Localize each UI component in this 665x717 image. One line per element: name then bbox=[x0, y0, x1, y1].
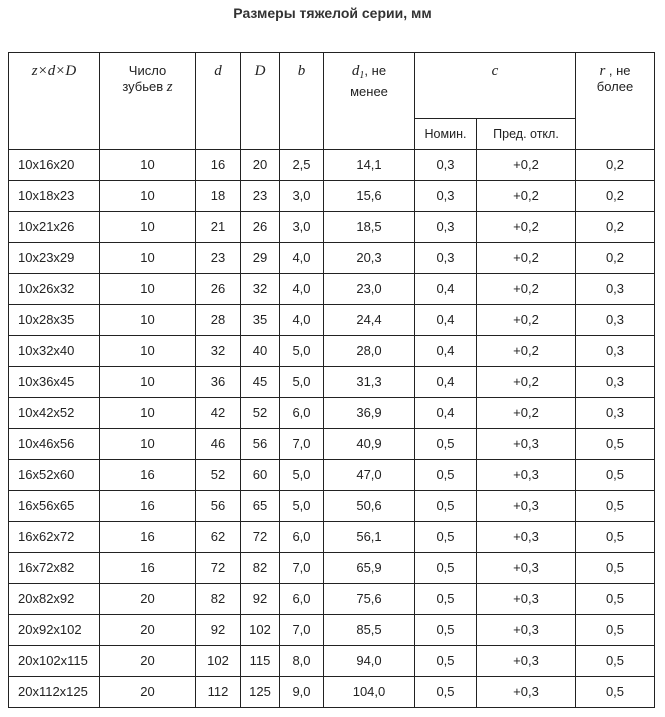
cell-D: 35 bbox=[241, 305, 280, 336]
table-row bbox=[9, 367, 655, 398]
cell-r: 0,2 bbox=[576, 181, 655, 212]
cell-b: 7,0 bbox=[280, 615, 324, 646]
cell-zdD: 10x36x45 bbox=[9, 367, 100, 398]
cell-zdD: 20x102x115 bbox=[9, 646, 100, 677]
cell-teeth: 10 bbox=[100, 181, 196, 212]
cell-c-deviation: +0,2 bbox=[477, 398, 576, 429]
cell-c-deviation: +0,3 bbox=[477, 429, 576, 460]
cell-D: 29 bbox=[241, 243, 280, 274]
cell-c-deviation: +0,2 bbox=[477, 274, 576, 305]
cell-zdD: 10x16x20 bbox=[9, 150, 100, 181]
cell-zdD: 20x112x125 bbox=[9, 677, 100, 708]
cell-zdD: 16x62x72 bbox=[9, 522, 100, 553]
cell-r: 0,2 bbox=[576, 243, 655, 274]
cell-zdD: 10x42x52 bbox=[9, 398, 100, 429]
spline-dimensions-table bbox=[8, 52, 655, 708]
cell-b: 5,0 bbox=[280, 460, 324, 491]
cell-D: 92 bbox=[241, 584, 280, 615]
cell-d1: 75,6 bbox=[324, 584, 415, 615]
cell-D: 45 bbox=[241, 367, 280, 398]
cell-teeth: 10 bbox=[100, 398, 196, 429]
cell-c-nominal: 0,5 bbox=[415, 615, 477, 646]
table-row bbox=[9, 274, 655, 305]
cell-d1: 24,4 bbox=[324, 305, 415, 336]
header-r-line1: r , не bbox=[599, 63, 631, 79]
cell-teeth: 16 bbox=[100, 491, 196, 522]
table-row bbox=[9, 212, 655, 243]
cell-teeth: 20 bbox=[100, 615, 196, 646]
cell-b: 5,0 bbox=[280, 367, 324, 398]
cell-d: 36 bbox=[196, 367, 241, 398]
cell-b: 7,0 bbox=[280, 553, 324, 584]
header-d1-line2: менее bbox=[350, 84, 388, 99]
cell-d: 18 bbox=[196, 181, 241, 212]
cell-c-deviation: +0,2 bbox=[477, 150, 576, 181]
cell-b: 6,0 bbox=[280, 398, 324, 429]
header-d1-line1: $d_1$, не bbox=[351, 63, 387, 81]
cell-b: 5,0 bbox=[280, 491, 324, 522]
cell-teeth: 10 bbox=[100, 243, 196, 274]
cell-b: 6,0 bbox=[280, 584, 324, 615]
table-row bbox=[9, 646, 655, 677]
cell-b: 5,0 bbox=[280, 336, 324, 367]
cell-c-deviation: +0,2 bbox=[477, 212, 576, 243]
cell-c-nominal: 0,5 bbox=[415, 491, 477, 522]
cell-b: 3,0 bbox=[280, 212, 324, 243]
cell-zdD: 10x32x40 bbox=[9, 336, 100, 367]
cell-c-nominal: 0,5 bbox=[415, 460, 477, 491]
cell-D: 26 bbox=[241, 212, 280, 243]
cell-r: 0,5 bbox=[576, 646, 655, 677]
header-r-line2: более bbox=[596, 79, 634, 94]
cell-c-deviation: +0,3 bbox=[477, 615, 576, 646]
cell-c-deviation: +0,3 bbox=[477, 460, 576, 491]
cell-D: 125 bbox=[241, 677, 280, 708]
header-r bbox=[576, 53, 655, 150]
cell-d: 56 bbox=[196, 491, 241, 522]
cell-c-nominal: 0,3 bbox=[415, 181, 477, 212]
cell-teeth: 20 bbox=[100, 584, 196, 615]
table-row bbox=[9, 305, 655, 336]
cell-d1: 65,9 bbox=[324, 553, 415, 584]
cell-d: 46 bbox=[196, 429, 241, 460]
header-teeth-line1: Число bbox=[128, 63, 167, 78]
cell-b: 8,0 bbox=[280, 646, 324, 677]
table-body bbox=[9, 150, 655, 708]
cell-r: 0,2 bbox=[576, 212, 655, 243]
cell-b: 9,0 bbox=[280, 677, 324, 708]
header-teeth-line2: зубьев z bbox=[122, 79, 173, 95]
cell-d1: 104,0 bbox=[324, 677, 415, 708]
cell-d: 72 bbox=[196, 553, 241, 584]
cell-r: 0,5 bbox=[576, 677, 655, 708]
cell-c-nominal: 0,4 bbox=[415, 336, 477, 367]
cell-teeth: 16 bbox=[100, 553, 196, 584]
cell-c-deviation: +0,3 bbox=[477, 553, 576, 584]
cell-teeth: 10 bbox=[100, 150, 196, 181]
table-row bbox=[9, 336, 655, 367]
cell-c-deviation: +0,2 bbox=[477, 181, 576, 212]
cell-teeth: 10 bbox=[100, 305, 196, 336]
cell-D: 32 bbox=[241, 274, 280, 305]
cell-D: 72 bbox=[241, 522, 280, 553]
cell-b: 3,0 bbox=[280, 181, 324, 212]
cell-d1: 20,3 bbox=[324, 243, 415, 274]
cell-teeth: 16 bbox=[100, 460, 196, 491]
cell-d1: 85,5 bbox=[324, 615, 415, 646]
table-row bbox=[9, 398, 655, 429]
cell-teeth: 10 bbox=[100, 336, 196, 367]
table-title: Размеры тяжелой серии, мм bbox=[233, 5, 432, 21]
cell-r: 0,3 bbox=[576, 305, 655, 336]
cell-c-nominal: 0,5 bbox=[415, 429, 477, 460]
cell-zdD: 16x52x60 bbox=[9, 460, 100, 491]
table-row bbox=[9, 615, 655, 646]
cell-zdD: 10x28x35 bbox=[9, 305, 100, 336]
header-d: d bbox=[196, 53, 241, 150]
header-zdD: z×d×D bbox=[9, 53, 100, 150]
cell-D: 23 bbox=[241, 181, 280, 212]
cell-D: 82 bbox=[241, 553, 280, 584]
cell-zdD: 20x92x102 bbox=[9, 615, 100, 646]
table-row bbox=[9, 491, 655, 522]
header-teeth-count bbox=[100, 53, 196, 150]
cell-b: 2,5 bbox=[280, 150, 324, 181]
cell-d1: 18,5 bbox=[324, 212, 415, 243]
header-c: c bbox=[415, 53, 576, 119]
cell-c-nominal: 0,4 bbox=[415, 274, 477, 305]
cell-d: 28 bbox=[196, 305, 241, 336]
table-row bbox=[9, 150, 655, 181]
header-c-deviation: Пред. откл. bbox=[477, 119, 576, 150]
cell-zdD: 16x72x82 bbox=[9, 553, 100, 584]
cell-r: 0,5 bbox=[576, 460, 655, 491]
cell-r: 0,3 bbox=[576, 398, 655, 429]
cell-d: 52 bbox=[196, 460, 241, 491]
table-row bbox=[9, 553, 655, 584]
cell-teeth: 10 bbox=[100, 212, 196, 243]
cell-b: 4,0 bbox=[280, 274, 324, 305]
cell-c-nominal: 0,4 bbox=[415, 305, 477, 336]
cell-c-nominal: 0,3 bbox=[415, 243, 477, 274]
cell-c-deviation: +0,3 bbox=[477, 522, 576, 553]
cell-d: 21 bbox=[196, 212, 241, 243]
cell-zdD: 10x26x32 bbox=[9, 274, 100, 305]
header-d1 bbox=[324, 53, 415, 150]
cell-zdD: 10x23x29 bbox=[9, 243, 100, 274]
cell-c-deviation: +0,2 bbox=[477, 243, 576, 274]
cell-teeth: 20 bbox=[100, 677, 196, 708]
table-row bbox=[9, 181, 655, 212]
cell-D: 65 bbox=[241, 491, 280, 522]
cell-d1: 94,0 bbox=[324, 646, 415, 677]
cell-zdD: 20x82x92 bbox=[9, 584, 100, 615]
table-row bbox=[9, 243, 655, 274]
cell-D: 115 bbox=[241, 646, 280, 677]
cell-d: 42 bbox=[196, 398, 241, 429]
cell-zdD: 10x21x26 bbox=[9, 212, 100, 243]
cell-d: 32 bbox=[196, 336, 241, 367]
table-row bbox=[9, 522, 655, 553]
cell-d1: 40,9 bbox=[324, 429, 415, 460]
cell-r: 0,5 bbox=[576, 429, 655, 460]
cell-r: 0,3 bbox=[576, 336, 655, 367]
cell-c-deviation: +0,2 bbox=[477, 305, 576, 336]
cell-zdD: 16x56x65 bbox=[9, 491, 100, 522]
cell-d1: 23,0 bbox=[324, 274, 415, 305]
cell-D: 60 bbox=[241, 460, 280, 491]
cell-d1: 47,0 bbox=[324, 460, 415, 491]
cell-c-nominal: 0,5 bbox=[415, 553, 477, 584]
cell-teeth: 20 bbox=[100, 646, 196, 677]
cell-d: 82 bbox=[196, 584, 241, 615]
cell-zdD: 10x18x23 bbox=[9, 181, 100, 212]
cell-d: 112 bbox=[196, 677, 241, 708]
cell-teeth: 10 bbox=[100, 367, 196, 398]
cell-d1: 36,9 bbox=[324, 398, 415, 429]
cell-c-nominal: 0,4 bbox=[415, 367, 477, 398]
header-row-main bbox=[9, 53, 655, 119]
cell-d: 26 bbox=[196, 274, 241, 305]
cell-c-deviation: +0,3 bbox=[477, 491, 576, 522]
cell-d: 102 bbox=[196, 646, 241, 677]
cell-D: 56 bbox=[241, 429, 280, 460]
cell-c-nominal: 0,3 bbox=[415, 212, 477, 243]
cell-d1: 28,0 bbox=[324, 336, 415, 367]
cell-d1: 56,1 bbox=[324, 522, 415, 553]
cell-zdD: 10x46x56 bbox=[9, 429, 100, 460]
cell-d: 23 bbox=[196, 243, 241, 274]
cell-d: 16 bbox=[196, 150, 241, 181]
cell-d1: 14,1 bbox=[324, 150, 415, 181]
cell-b: 4,0 bbox=[280, 305, 324, 336]
cell-c-deviation: +0,3 bbox=[477, 677, 576, 708]
cell-b: 6,0 bbox=[280, 522, 324, 553]
cell-d: 62 bbox=[196, 522, 241, 553]
cell-c-nominal: 0,5 bbox=[415, 522, 477, 553]
table-row bbox=[9, 460, 655, 491]
cell-r: 0,5 bbox=[576, 615, 655, 646]
cell-c-deviation: +0,3 bbox=[477, 646, 576, 677]
cell-r: 0,5 bbox=[576, 491, 655, 522]
cell-D: 40 bbox=[241, 336, 280, 367]
cell-d: 92 bbox=[196, 615, 241, 646]
cell-teeth: 10 bbox=[100, 274, 196, 305]
cell-c-nominal: 0,3 bbox=[415, 150, 477, 181]
cell-c-nominal: 0,5 bbox=[415, 677, 477, 708]
header-c-nominal: Номин. bbox=[415, 119, 477, 150]
cell-r: 0,3 bbox=[576, 367, 655, 398]
cell-b: 7,0 bbox=[280, 429, 324, 460]
cell-c-deviation: +0,3 bbox=[477, 584, 576, 615]
header-b: b bbox=[280, 53, 324, 150]
cell-c-deviation: +0,2 bbox=[477, 367, 576, 398]
cell-teeth: 16 bbox=[100, 522, 196, 553]
cell-d1: 50,6 bbox=[324, 491, 415, 522]
cell-d1: 15,6 bbox=[324, 181, 415, 212]
cell-r: 0,5 bbox=[576, 553, 655, 584]
table-row bbox=[9, 584, 655, 615]
cell-r: 0,2 bbox=[576, 150, 655, 181]
cell-c-nominal: 0,4 bbox=[415, 398, 477, 429]
cell-r: 0,5 bbox=[576, 584, 655, 615]
cell-r: 0,3 bbox=[576, 274, 655, 305]
table-row bbox=[9, 677, 655, 708]
cell-c-deviation: +0,2 bbox=[477, 336, 576, 367]
header-D: D bbox=[241, 53, 280, 150]
cell-b: 4,0 bbox=[280, 243, 324, 274]
cell-D: 20 bbox=[241, 150, 280, 181]
table-row bbox=[9, 429, 655, 460]
cell-c-nominal: 0,5 bbox=[415, 584, 477, 615]
cell-d1: 31,3 bbox=[324, 367, 415, 398]
cell-r: 0,5 bbox=[576, 522, 655, 553]
cell-D: 52 bbox=[241, 398, 280, 429]
cell-teeth: 10 bbox=[100, 429, 196, 460]
cell-c-nominal: 0,5 bbox=[415, 646, 477, 677]
cell-D: 102 bbox=[241, 615, 280, 646]
